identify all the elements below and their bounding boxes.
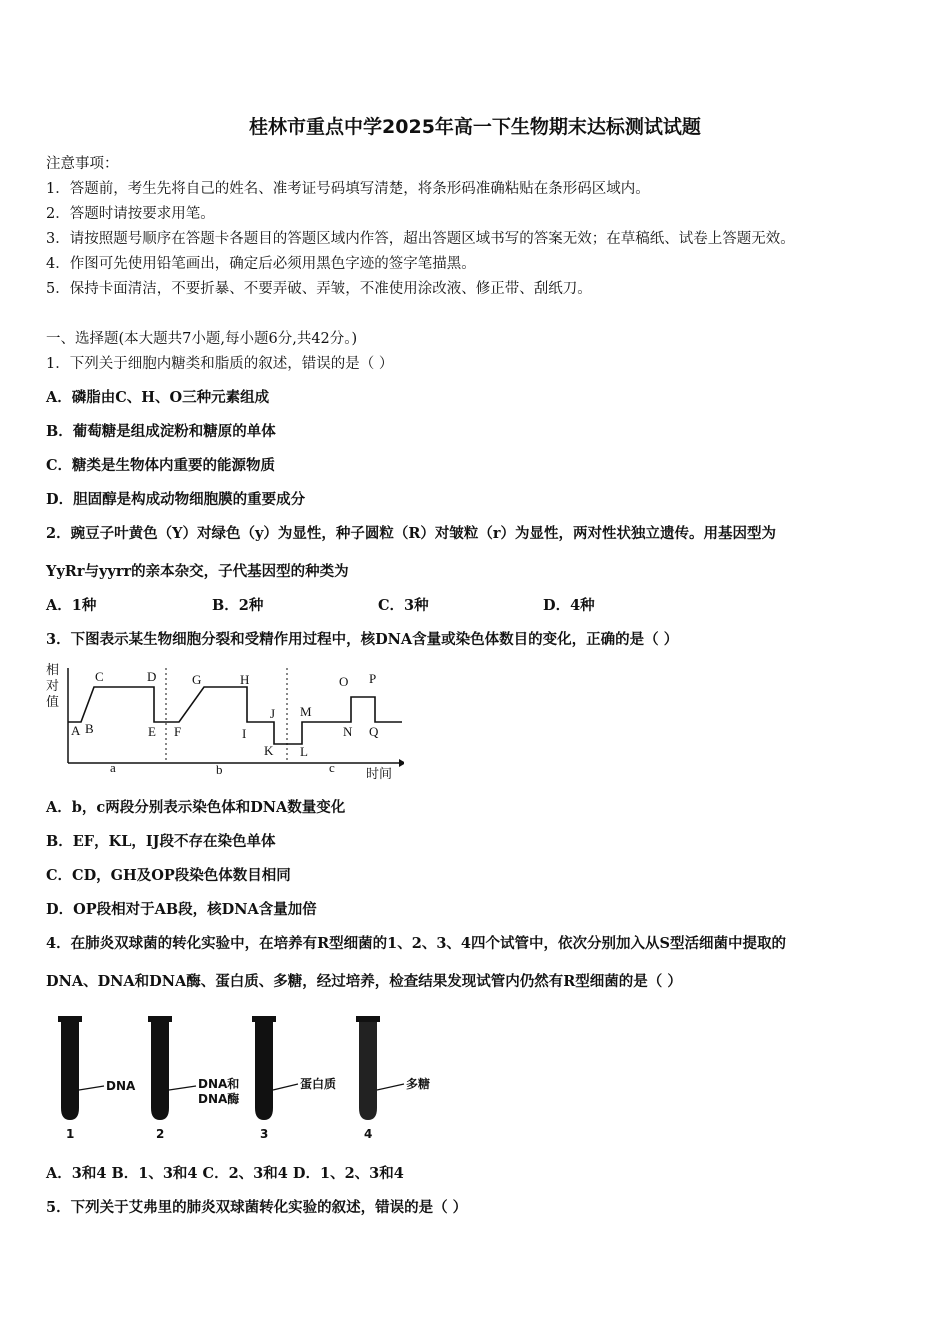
- tube-number: 4: [364, 1127, 373, 1141]
- notice-heading: 注意事项：: [46, 156, 119, 172]
- question-5-stem: 5．下列关于艾弗里的肺炎双球菌转化实验的叙述，错误的是（ ）: [46, 1199, 468, 1216]
- point-label: H: [240, 672, 250, 687]
- notice-item: 3．请按照题号顺序在答题卡各题目的答题区域内作答，超出答题区域书写的答案无效；在草稿纸、试卷上答题无效。: [46, 231, 795, 247]
- q2-option-d[interactable]: D．4种: [543, 597, 595, 614]
- question-4-stem-cont: DNA、DNA和DNA酶、蛋白质、多糖，经过培养，检查结果发现试管内仍然有R型细菌的是（ ）: [46, 973, 682, 990]
- y-axis-label: 对: [46, 678, 60, 693]
- q2-option-a[interactable]: A．1种: [46, 597, 97, 614]
- point-label: J: [270, 706, 276, 721]
- notice-item: 4．作图可先使用铅笔画出，确定后必须用黑色字迹的签字笔描黑。: [46, 256, 476, 272]
- point-label: C: [95, 669, 104, 684]
- test-tube-2: [148, 1016, 196, 1120]
- test-tubes-figure: [46, 1008, 441, 1148]
- point-label: P: [369, 671, 377, 686]
- q1-option-c[interactable]: C．糖类是生物体内重要的能源物质: [46, 457, 276, 474]
- tube-number: 1: [66, 1127, 75, 1141]
- segment-label: a: [110, 760, 116, 775]
- y-axis-label: 值: [46, 694, 60, 709]
- notice-item: 2．答题时请按要求用笔。: [46, 206, 215, 222]
- tube-label: 多糖: [406, 1077, 431, 1091]
- y-axis-label: 相: [46, 662, 60, 677]
- point-label: E: [148, 724, 156, 739]
- q1-option-a[interactable]: A．磷脂由C、H、O三种元素组成: [46, 389, 270, 406]
- tube-label: DNA: [106, 1079, 136, 1093]
- point-label: I: [242, 726, 247, 741]
- question-2-stem: 2．豌豆子叶黄色（Y）对绿色（y）为显性，种子圆粒（R）对皱粒（r）为显性，两对性状独立遗传。用基因型为: [46, 525, 777, 542]
- point-label: A: [71, 723, 81, 738]
- tube-label-line2: DNA酶: [198, 1092, 240, 1106]
- question-1-stem: 1．下列关于细胞内糖类和脂质的叙述，错误的是（ ）: [46, 356, 394, 372]
- q3-option-d[interactable]: D．OP段相对于AB段，核DNA含量加倍: [46, 901, 317, 918]
- dna-chromosome-graph: [44, 660, 404, 785]
- q2-option-c[interactable]: C．3种: [378, 597, 429, 614]
- point-label: B: [85, 721, 94, 736]
- q4-options[interactable]: A．3和4 B．1、3和4 C．2、3和4 D．1、2、3和4: [46, 1165, 404, 1182]
- test-tube-1: [58, 1016, 104, 1120]
- question-2-stem-cont: YyRr与yyrr的亲本杂交，子代基因型的种类为: [46, 563, 349, 580]
- section-heading: 一、选择题(本大题共7小题,每小题6分,共42分。): [46, 331, 358, 347]
- q3-option-a[interactable]: A．b，c两段分别表示染色体和DNA数量变化: [46, 799, 346, 816]
- tube-number: 2: [156, 1127, 165, 1141]
- q3-option-c[interactable]: C．CD，GH及OP段染色体数目相同: [46, 867, 291, 884]
- point-label: L: [300, 744, 308, 759]
- question-4-stem: 4．在肺炎双球菌的转化实验中，在培养有R型细菌的1、2、3、4四个试管中，依次分别加入从S型活细菌中提取的: [46, 935, 786, 952]
- test-tube-4: [356, 1016, 404, 1120]
- point-label: M: [300, 704, 312, 719]
- page-title: 桂林市重点中学2025年高一下生物期末达标测试试题: [249, 116, 701, 138]
- test-tube-3: [252, 1016, 298, 1120]
- tube-number: 3: [260, 1127, 269, 1141]
- segment-label: c: [329, 760, 335, 775]
- point-label: G: [192, 672, 202, 687]
- tube-label: 蛋白质: [300, 1077, 337, 1091]
- q1-option-d[interactable]: D．胆固醇是构成动物细胞膜的重要成分: [46, 491, 306, 508]
- x-axis-label: 时间: [366, 766, 393, 781]
- segment-label: b: [216, 762, 223, 777]
- q1-option-b[interactable]: B．葡萄糖是组成淀粉和糖原的单体: [46, 423, 276, 440]
- point-label: Q: [369, 724, 379, 739]
- point-label: D: [147, 669, 157, 684]
- tube-label: DNA和: [198, 1077, 240, 1091]
- point-label: F: [174, 724, 182, 739]
- q3-option-b[interactable]: B．EF，KL，IJ段不存在染色单体: [46, 833, 276, 850]
- x-axis-arrow: [399, 759, 404, 767]
- notice-item: 1．答题前，考生先将自己的姓名、准考证号码填写清楚，将条形码准确粘贴在条形码区域内。: [46, 181, 650, 197]
- point-label: N: [343, 724, 353, 739]
- point-label: O: [339, 674, 349, 689]
- question-3-stem: 3．下图表示某生物细胞分裂和受精作用过程中，核DNA含量或染色体数目的变化，正确的是（ ）: [46, 631, 679, 648]
- q2-option-b[interactable]: B．2种: [212, 597, 264, 614]
- point-label: K: [264, 743, 274, 758]
- notice-item: 5．保持卡面清洁，不要折暴、不要弄破、弄皱，不准使用涂改液、修正带、刮纸刀。: [46, 281, 592, 297]
